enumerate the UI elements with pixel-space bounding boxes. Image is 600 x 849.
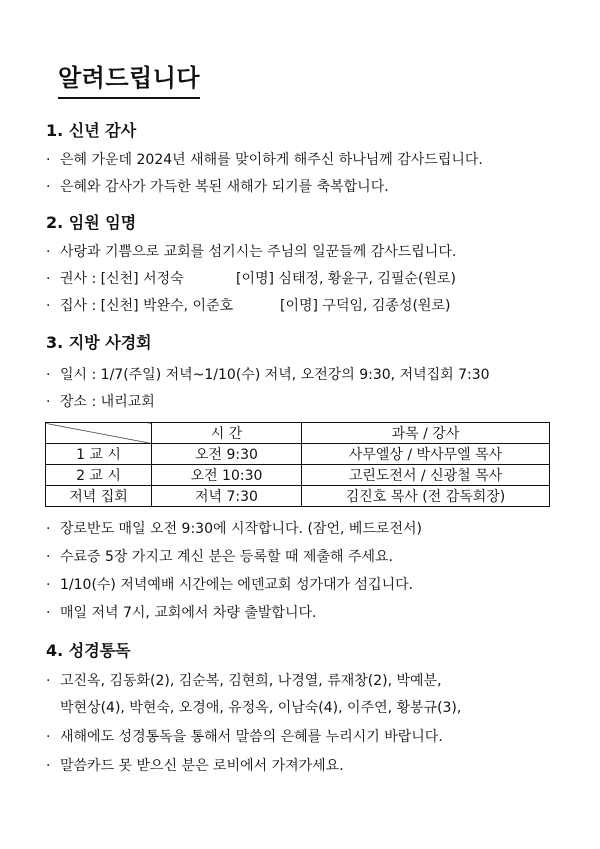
bullet: · [46, 271, 51, 287]
text-line: · 사랑과 기쁨으로 교회를 섬기시는 주님의 일꾼들께 감사드립니다. [46, 244, 457, 260]
text-line-names: · 고진옥, 김동화(2), 김순복, 김현희, 나경열, 류재창(2), 박예분, [46, 673, 442, 689]
section-heading-revival: 3. 지방 사경회 [46, 333, 152, 352]
bullet: · [46, 367, 51, 383]
table-header: 시 간 [152, 423, 302, 444]
table-cell: 김진호 목사 (전 감독회장) [302, 486, 550, 507]
text-line-kwonsa: · 권사 : [신천] 서정숙 [이명] 심태정, 황윤구, 김필순(원로) [46, 271, 456, 287]
bullet: · [46, 244, 51, 260]
text-line-jipsa: · 집사 : [신천] 박완수, 이준호 [이명] 구덕임, 김종성(원로) [46, 298, 451, 314]
table-cell: 1 교 시 [46, 444, 152, 465]
section-heading-appointments: 2. 임원 임명 [46, 213, 137, 232]
table-cell: 고린도전서 / 신광철 목사 [302, 465, 550, 486]
bullet: · [46, 298, 51, 314]
section-heading-new-year: 1. 신년 감사 [46, 121, 137, 140]
table-row [46, 486, 550, 507]
text-line: · 장로반도 매일 오전 9:30에 시작합니다. (잠언, 베드로전서) [46, 521, 422, 537]
text-line-names: 박현상(4), 박현숙, 오경애, 유정옥, 이남숙(4), 이주연, 황봉규(3), [60, 700, 462, 716]
table-corner-cell [46, 423, 152, 444]
bullet: · [46, 179, 51, 195]
table-cell: 2 교 시 [46, 465, 152, 486]
schedule-table [45, 422, 550, 507]
bullet: · [46, 521, 51, 537]
text-line: · 수료증 5장 가지고 계신 분은 등록할 때 제출해 주세요. [46, 549, 393, 565]
page-title: 알려드립니다 [58, 58, 200, 99]
text-line: · 매일 저녁 7시, 교회에서 차량 출발합니다. [46, 605, 317, 621]
text-line: · 말씀카드 못 받으신 분은 로비에서 가져가세요. [46, 758, 344, 774]
table-cell: 오전 9:30 [152, 444, 302, 465]
bullet: · [46, 549, 51, 565]
section-heading-bible-reading: 4. 성경통독 [46, 641, 131, 660]
table-cell: 사무엘상 / 박사무엘 목사 [302, 444, 550, 465]
bullet: · [46, 758, 51, 774]
table-row [46, 444, 550, 465]
bullet: · [46, 605, 51, 621]
table-header-row [46, 423, 550, 444]
bullet: · [46, 673, 51, 689]
table-row [46, 465, 550, 486]
bullet: · [46, 729, 51, 745]
table-cell: 오전 10:30 [152, 465, 302, 486]
text-line: · 1/10(수) 저녁예배 시간에는 에덴교회 성가대가 섬깁니다. [46, 577, 414, 593]
bullet: · [46, 577, 51, 593]
table-header: 과목 / 강사 [302, 423, 550, 444]
text-line: · 은혜 가운데 2024년 새해를 맞이하게 해주신 하나님께 감사드립니다. [46, 152, 483, 168]
text-line-date: · 일시 : 1/7(주일) 저녁~1/10(수) 저녁, 오전강의 9:30, 저녁집회 7:30 [46, 367, 490, 383]
bullet: · [46, 394, 51, 410]
text-line: · 은혜와 감사가 가득한 복된 새해가 되기를 축복합니다. [46, 179, 389, 195]
table-cell: 저녁 7:30 [152, 486, 302, 507]
table-cell: 저녁 집회 [46, 486, 152, 507]
bullet: · [46, 152, 51, 168]
text-line-place: · 장소 : 내리교회 [46, 394, 155, 410]
text-line: · 새해에도 성경통독을 통해서 말씀의 은혜를 누리시기 바랍니다. [46, 729, 443, 745]
